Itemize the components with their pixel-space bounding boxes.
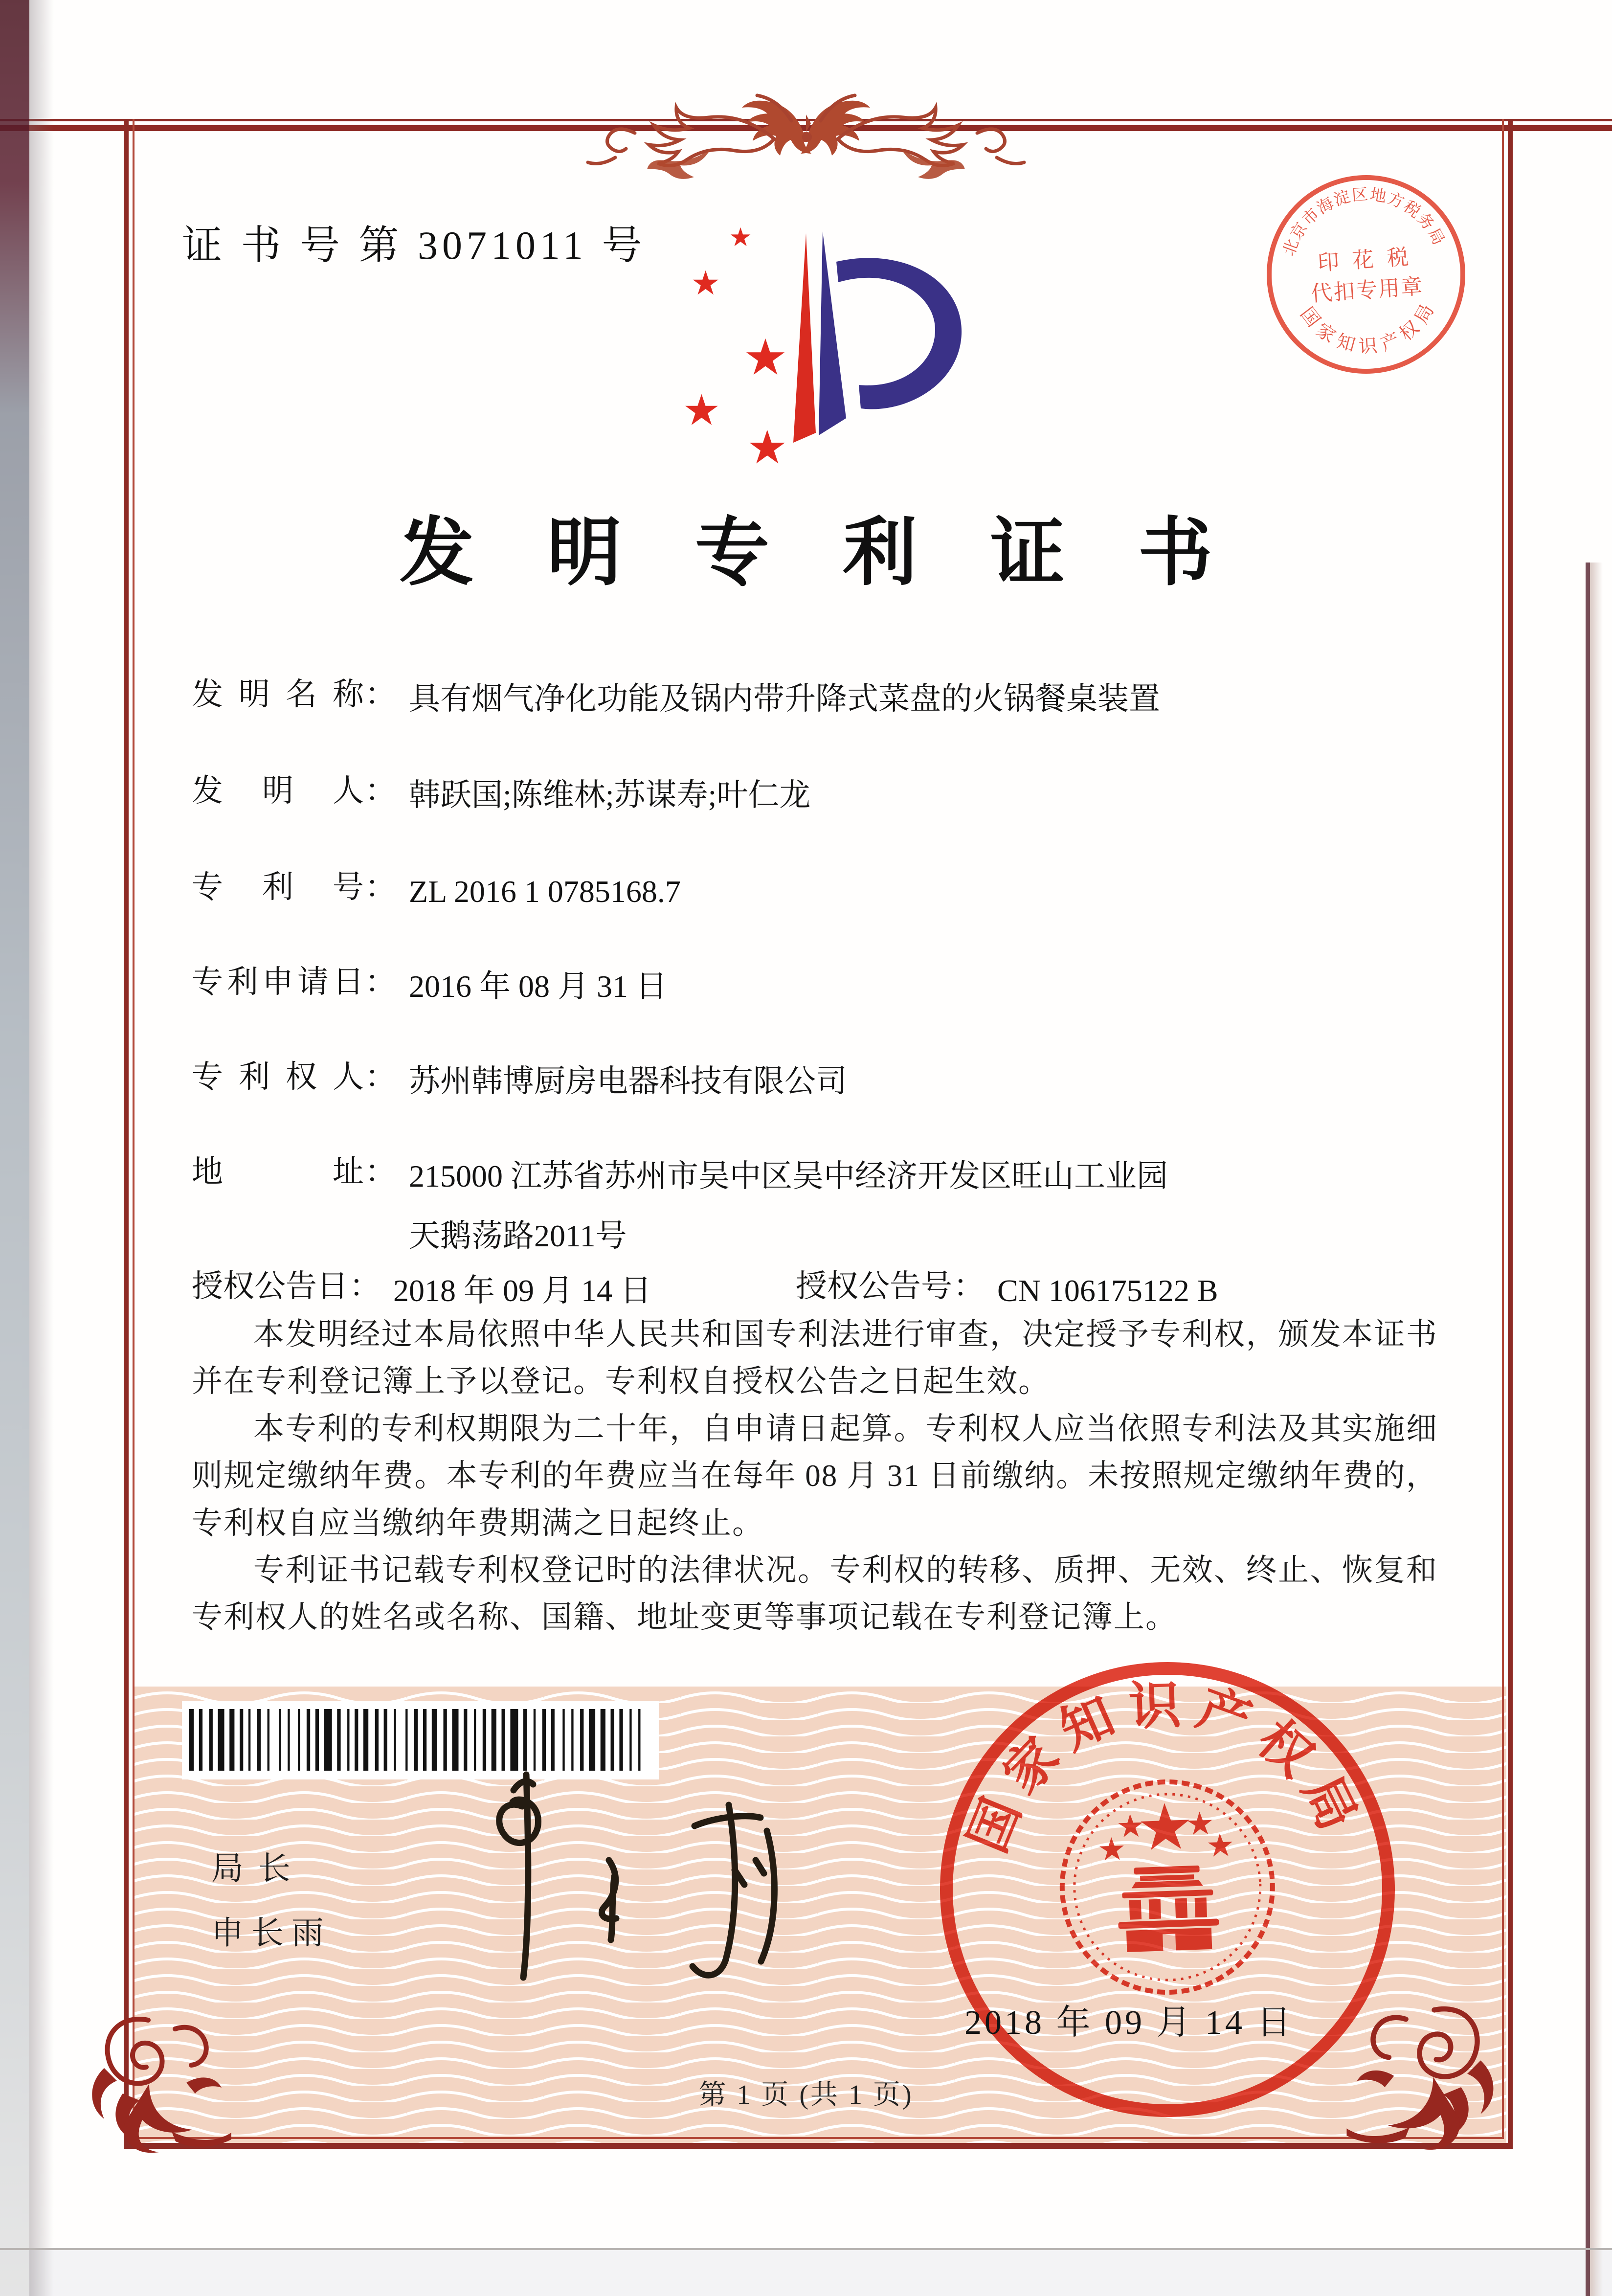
binding-edge-shadow — [29, 0, 54, 2296]
field-label: 专利申请日 — [192, 965, 364, 999]
field-label: 专利号 — [192, 870, 364, 904]
binding-edge-left — [0, 0, 29, 2296]
cnipa-logo-icon — [650, 203, 983, 496]
field-value — [409, 1147, 1168, 1265]
director-autograph-icon — [440, 1760, 831, 2009]
tax-seal-center-line1: 印 花 税 — [1317, 245, 1413, 275]
corner-flourish-icon — [58, 2009, 248, 2156]
field-address: 地址： 215000 江苏省苏州市吴中区吴中经济开发区旺山工业园 天鹅荡路2011号 — [192, 1147, 1463, 1265]
field-label: 地址 — [192, 1154, 364, 1189]
field-label: 发明人 — [192, 773, 364, 808]
address-line-2: 天鹅荡路2011号 — [409, 1218, 627, 1253]
legal-text — [192, 1311, 1438, 1641]
page-edge-right-shadow — [1590, 563, 1603, 2296]
legal-paragraph-3: 专利证书记载专利权登记时的法律状况。专利权的转移、质押、无效、终止、恢复和专利权人的姓名或名称、国籍、地址变更等事项记载在专利登记簿上。 — [192, 1553, 1438, 1635]
field-invention-name: 发明名称： 具有烟气净化功能及锅内带升降式菜盘的火锅餐桌装置 — [192, 669, 1463, 729]
address-line-1: 215000 江苏省苏州市吴中区吴中经济开发区旺山工业园 — [409, 1159, 1168, 1193]
field-value: 韩跃国;陈维林;苏谋寿;叶仁龙 — [409, 778, 811, 812]
scan-table-band — [0, 2250, 1612, 2296]
logo-red-wedge — [793, 233, 816, 443]
field-label: 授权公告号 — [796, 1269, 952, 1304]
dragon-ornament-icon — [557, 74, 1055, 187]
tax-seal-bottom-text: 国家知识产权局 — [1296, 295, 1441, 358]
director-title-label: 局长 — [211, 1851, 305, 1887]
national-emblem-icon — [1058, 1778, 1276, 1996]
field-value: CN 106175122 B — [997, 1273, 1218, 1308]
corner-flourish-icon — [1341, 1999, 1517, 2153]
field-value: 2018 年 09 月 14 日 — [393, 1273, 651, 1308]
director-name: 申长雨 — [211, 1915, 332, 1951]
field-patent-number: 专利号： ZL 2016 1 0785168.7 — [192, 862, 1463, 922]
certificate-number: 证 书 号 第 3071011 号 — [182, 223, 647, 268]
field-grant-row: 授权公告日： 2018 年 09 月 14 日 授权公告号： CN 106175122 B — [192, 1261, 1463, 1321]
field-value: 苏州韩博厨房电器科技有限公司 — [409, 1064, 847, 1099]
cnipa-seal — [927, 1649, 1408, 2130]
footer-page-number: 第 1 页 (共 1 页) — [698, 2080, 914, 2110]
field-label: 专利权人 — [192, 1059, 364, 1094]
seal-ring-text: 国家知识产权局 — [959, 1676, 1372, 1861]
legal-paragraph-2: 本专利的专利权期限为二十年，自申请日起算。专利权人应当依照专利法及其实施细则规定缴纳年费。本专利的年费应当在每年 08 月 31 日前缴纳。未按照规定缴纳年费的，专利权自应当缴纳年费期满之日起终止。 — [192, 1411, 1438, 1540]
field-grant-number: 授权公告号： CN 106175122 B — [796, 1261, 1218, 1321]
field-filing-date: 专利申请日： 2016 年 08 月 31 日 — [192, 957, 1463, 1016]
field-value: ZL 2016 1 0785168.7 — [409, 874, 681, 909]
field-label: 授权公告日 — [192, 1269, 348, 1304]
certificate-title: 发 明 专 利 证 书 — [400, 512, 1240, 594]
page-edge-right — [1586, 563, 1590, 2296]
field-patentee: 专利权人： 苏州韩博厨房电器科技有限公司 — [192, 1052, 1463, 1111]
scan-table-line — [0, 2248, 1612, 2250]
field-inventors: 发明人： 韩跃国;陈维林;苏谋寿;叶仁龙 — [192, 765, 1463, 825]
legal-paragraph-1: 本发明经过本局依照中华人民共和国专利法进行审查，决定授予专利权，颁发本证书并在专利登记簿上予以登记。专利权自授权公告之日起生效。 — [192, 1317, 1438, 1399]
field-value: 2016 年 08 月 31 日 — [409, 969, 667, 1004]
tax-seal — [1254, 162, 1478, 387]
field-label: 发明名称 — [192, 677, 364, 712]
tax-seal-center-line2: 代扣专用章 — [1310, 274, 1424, 306]
seal-date: 2018 年 09 月 14 日 — [964, 2004, 1294, 2042]
logo-stars-icon — [685, 227, 785, 464]
logo-p-bowl — [836, 258, 962, 409]
tax-seal-top-text: 北京市海淀区地方税务局 — [1280, 185, 1448, 258]
field-value: 具有烟气净化功能及锅内带升降式菜盘的火锅餐桌装置 — [409, 681, 1160, 716]
